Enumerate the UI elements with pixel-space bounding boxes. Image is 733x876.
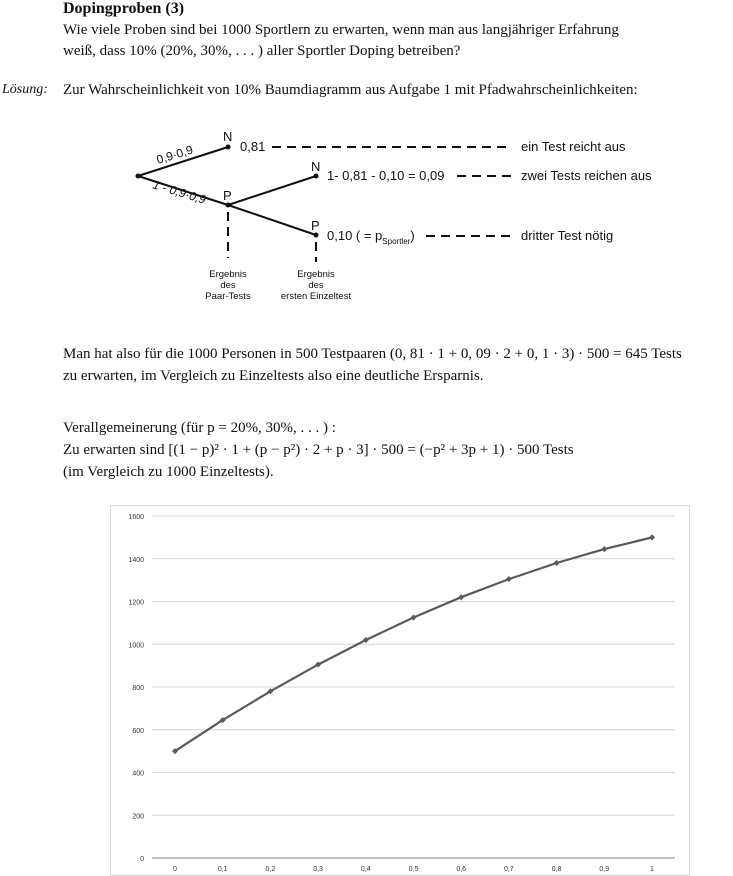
result-line-1: Man hat also für die 1000 Personen in 500 Testpaaren (0, 81 · 1 + 0, 09 · 2 + 0, 1 · 3) · 500 = 645 Tests — [63, 346, 682, 362]
outcome-2: zwei Tests reichen aus — [521, 168, 652, 183]
question-line-2: weiß, dass 10% (20%, 30%, . . . ) aller Sportler Doping betreiben? — [63, 43, 461, 59]
tests-vs-p-line-chart — [110, 505, 690, 876]
y-tick-label: 1600 — [128, 514, 144, 521]
path-value-3 — [327, 228, 415, 246]
tree-node-p1 — [226, 203, 231, 208]
y-tick-label: 0 — [140, 856, 144, 863]
path-value-1: 0,81 — [240, 139, 266, 154]
page-title: Dopingproben (3) — [63, 0, 185, 17]
y-tick-label: 1400 — [128, 556, 144, 564]
node-label-n2: N — [311, 159, 321, 174]
outcome-3: dritter Test nötig — [521, 228, 614, 243]
edge-p1-to-n2 — [228, 176, 316, 205]
y-tick-label: 1000 — [128, 642, 144, 650]
tree-node-n2 — [314, 174, 319, 179]
node-label-p2: P — [311, 218, 320, 233]
probability-tree-diagram — [0, 120, 733, 310]
y-tick-label: 800 — [132, 685, 144, 692]
y-tick-label: 600 — [132, 727, 144, 735]
outcome-1: ein Test reicht aus — [521, 139, 626, 154]
result-line-2: zu erwarten, im Vergleich zu Einzeltests also eine deutliche Ersparnis. — [63, 368, 484, 384]
generalization-line-1: Verallgemeinerung (für p = 20%, 30%, . . . ) : — [63, 420, 336, 436]
caption-pair-line-3: Paar-Tests — [205, 291, 251, 302]
x-tick-label: 0,8 — [551, 866, 562, 873]
x-tick-label: 0,5 — [408, 866, 419, 873]
x-tick-label: 0,3 — [313, 866, 323, 873]
question-line-1: Wie viele Proben sind bei 1000 Sportlern zu erwarten, wenn man aus langjähriger Erfahrung — [63, 22, 619, 38]
node-label-n1: N — [223, 129, 233, 144]
x-tick-label: 0,1 — [217, 866, 228, 873]
x-tick-label: 0,6 — [456, 866, 467, 873]
node-label-p1: P — [223, 188, 232, 203]
y-tick-label: 200 — [132, 813, 144, 821]
solution-label: Lösung: — [2, 82, 48, 97]
x-tick-label: 1 — [650, 866, 654, 873]
caption-single-line-1: Ergebnis — [297, 269, 335, 280]
x-tick-label: 0,7 — [504, 866, 514, 873]
tree-root-node — [136, 174, 141, 179]
path-value-2: 1- 0,81 - 0,10 = 0,09 — [327, 168, 445, 183]
path-value-3-main: 0,10 ( = p — [327, 228, 383, 243]
path-value-3-close: ) — [410, 228, 415, 243]
edge-label-upper: 0,9·0,9 — [154, 142, 195, 167]
y-tick-label: 400 — [132, 770, 144, 778]
edge-label-lower: 1 - 0,9·0,9 — [151, 177, 208, 207]
chart-frame — [111, 506, 690, 876]
solution-intro: Zur Wahrscheinlichkeit von 10% Baumdiagramm aus Aufgabe 1 mit Pfadwahrscheinlichkeiten: — [63, 82, 638, 98]
x-tick-label: 0,9 — [599, 866, 610, 873]
caption-single-line-3: ersten Einzeltest — [280, 291, 352, 302]
tree-node-n1 — [226, 145, 231, 150]
generalization-line-3: (im Vergleich zu 1000 Einzeltests). — [63, 464, 274, 480]
caption-pair-line-2: des — [220, 280, 236, 291]
tree-node-p2 — [314, 233, 319, 238]
generalization-line-2: Zu erwarten sind [(1 − p)² · 1 + (p − p²) · 2 + p · 3] · 500 = (−p² + 3p + 1) · 500 Tests — [63, 442, 574, 458]
y-tick-label: 1200 — [128, 599, 144, 607]
caption-single-line-2: des — [308, 280, 324, 291]
edge-p1-to-p2 — [228, 205, 316, 235]
x-tick-label: 0,2 — [265, 866, 276, 873]
x-tick-label: 0,4 — [360, 866, 371, 873]
caption-pair-line-1: Ergebnis — [209, 269, 247, 280]
x-tick-label: 0 — [173, 866, 177, 873]
path-value-3-subscript: Sportler — [382, 237, 411, 246]
